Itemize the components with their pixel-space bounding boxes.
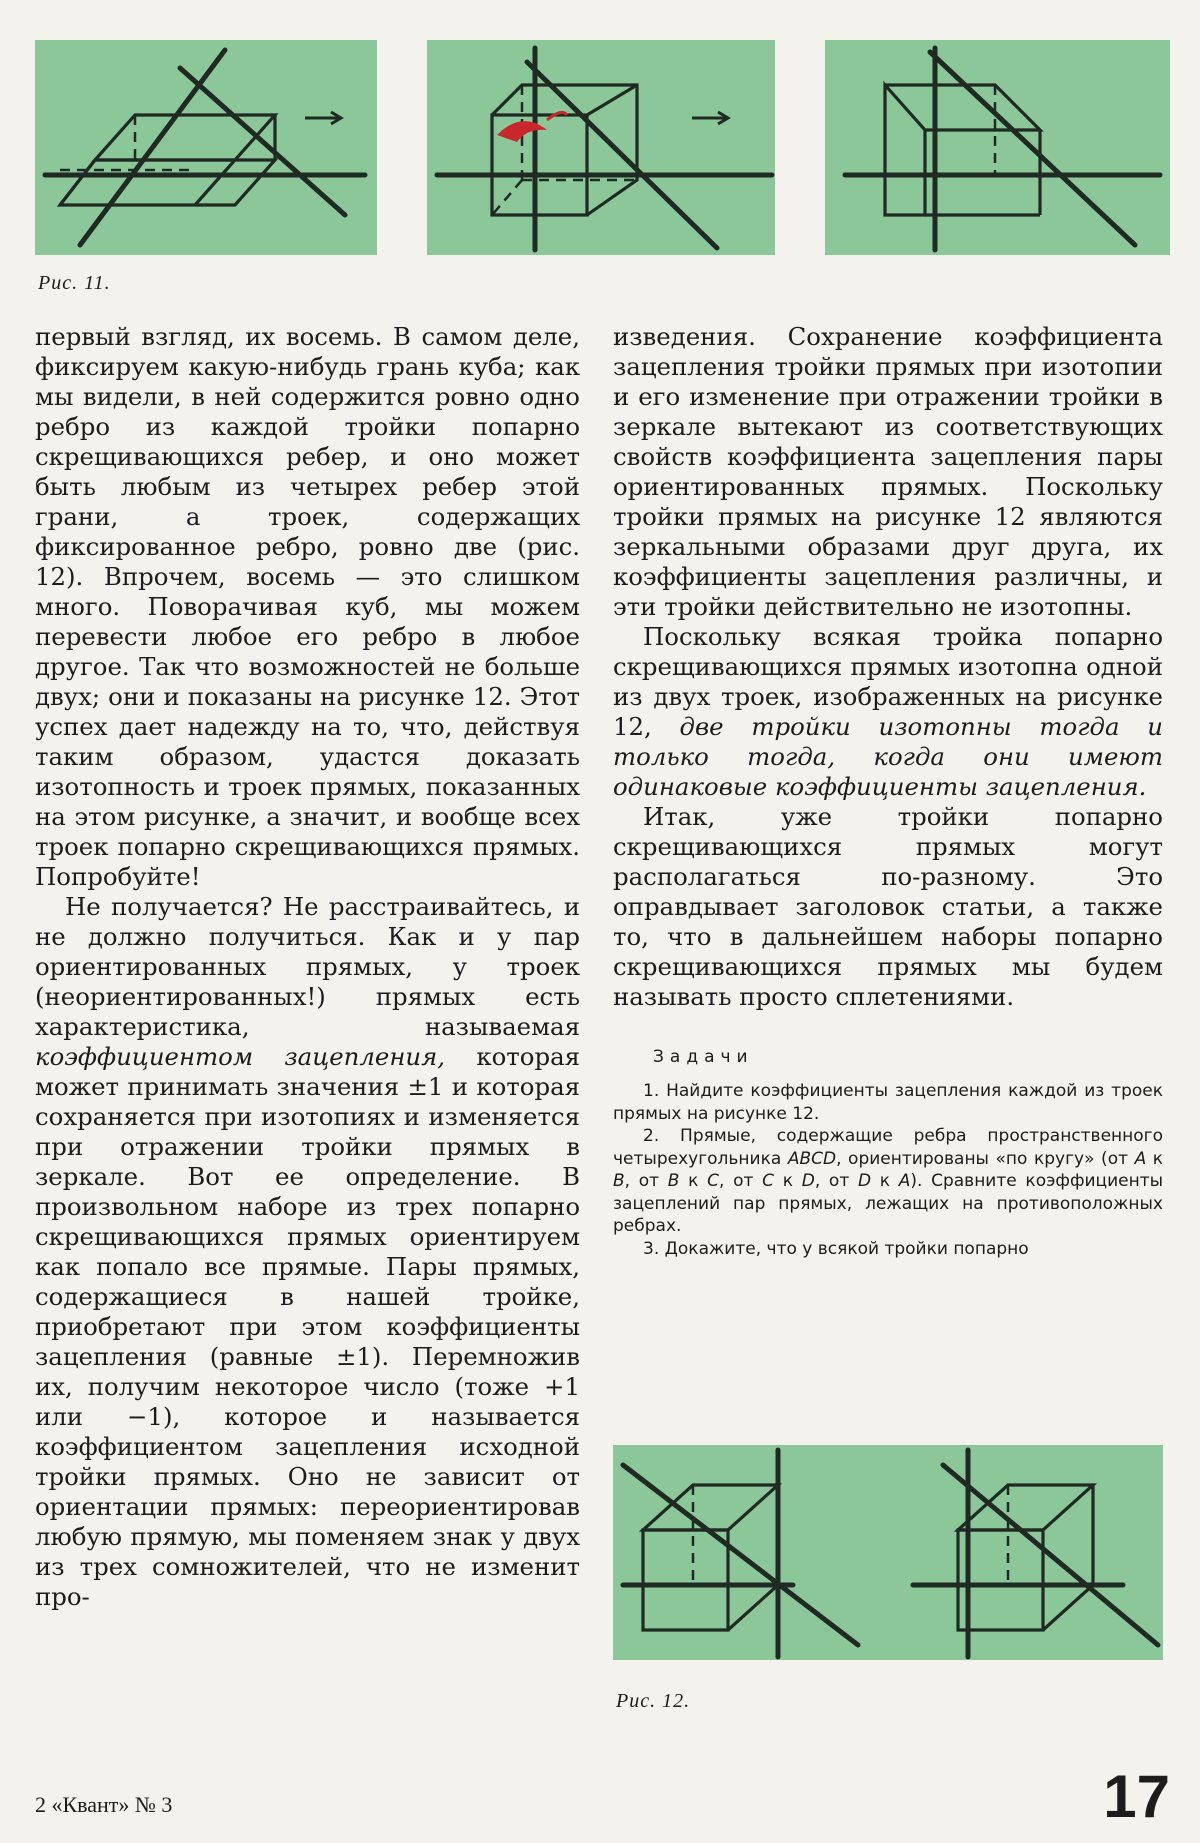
task-2-t5: к (679, 1171, 708, 1191)
task-2-t7: к (774, 1171, 802, 1191)
task-2-d2: D (857, 1171, 872, 1191)
figure-11-panel-1-drawing (35, 40, 377, 255)
task-2-t4: , от (624, 1171, 668, 1191)
left-paragraph-2-text-b: которая может принимать значения ±1 и которая сохраняется при изотопиях и изменяется при отражении тройки прямых в зеркале. Вот ее определение. В произвольном наборе из трех попарно скрещивающихся прямых ориентируем как попало все прямые. Пары прямых, содержащиеся в нашей тройке, приобретают при этом коэффициенты зацепления (равные ±1). Перемножив их, получим некоторое число (тоже +1 или −1), которое и называется коэффициентом зацепления исходной тройки прямых. Оно не зависит от ориентации прямых: переориентировав любую прямую, мы поменяем знак у двух из трех сомножителей, что не изменит про- (35, 1042, 580, 1611)
right-paragraph-2-text-a: Поскольку всякая тройка попарно скрещивающихся прямых изотопна одной из двух троек, изображенных на рисунке 12, (613, 622, 1163, 741)
task-2-d1: D (801, 1171, 815, 1191)
task-2 (613, 1125, 1163, 1238)
term-linking-coefficient: коэффициентом зацепления, (35, 1042, 446, 1071)
figure-12 (613, 1445, 1163, 1660)
task-2-a2: A (898, 1171, 911, 1191)
task-2-c2: C (762, 1171, 775, 1191)
task-1: 1. Найдите коэффициенты зацепления каждой из троек прямых на рисунке 12. (613, 1081, 1163, 1124)
figure-12-drawing (613, 1445, 1163, 1660)
left-column (35, 322, 580, 1612)
task-2-t3: к (1146, 1148, 1164, 1169)
figure-12-caption: Рис. 12. (616, 1690, 691, 1712)
task-2-a1: A (1134, 1148, 1147, 1169)
task-2-t1: 2. Прямые, содержащие ребра пространственного четырехугольника (613, 1126, 1163, 1169)
task-2-t6: , от (719, 1171, 763, 1191)
task-2-b1: B (613, 1171, 625, 1191)
issue-label: 2 «Квант» № 3 (35, 1792, 173, 1817)
figure-11-panel-2 (427, 40, 775, 255)
task-2-abcd: ABCD (787, 1148, 837, 1169)
task-2-t8: , от (814, 1171, 858, 1191)
left-paragraph-2 (35, 892, 580, 1612)
tasks-heading: Задачи (653, 1047, 754, 1067)
figure-11-caption: Рис. 11. (38, 272, 111, 294)
right-paragraph-2 (613, 622, 1163, 802)
task-2-t2: , ориентированы «по кругу» (от (836, 1148, 1135, 1169)
page-number: 17 (1103, 1763, 1170, 1830)
task-3: 3. Докажите, что у всякой тройки попарно (643, 1238, 1029, 1259)
figure-11-panel-3 (825, 40, 1170, 255)
task-2-b2: B (667, 1171, 680, 1191)
task-2-c1: C (707, 1171, 720, 1191)
figure-11-panel-2-drawing (427, 40, 775, 255)
right-paragraph-1: изведения. Сохранение коэффициента зацепления тройки прямых при изотопии и его изменение при отражении тройки в зеркале вытекают из соответствующих свойств коэффициента зацепления пары ориентированных прямых. Поскольку тройки прямых на рисунке 12 являются зеркальными образами друг друга, их коэффициенты зацепления различны, и эти тройки действительно не изотопны. (613, 322, 1163, 621)
task-2-t9: к (871, 1171, 899, 1191)
right-column (613, 322, 1163, 1260)
theorem-statement: две тройки изотопны тогда и только тогда, когда они имеют одинаковые коэффициенты зацепления. (613, 712, 1163, 801)
right-paragraph-3: Итак, уже тройки попарно скрещивающихся прямых могут располагаться по-разному. Это оправдывает заголовок статьи, а также то, что в дальнейшем наборы попарно скрещивающихся прямых мы будем называть просто сплетениями. (613, 802, 1163, 1011)
left-paragraph-1: первый взгляд, их восемь. В самом деле, фиксируем какую-нибудь грань куба; как мы видели, в ней содержится ровно одно ребро из каждой тройки попарно скрещивающихся ребер, и оно может быть любым из четырех ребер этой грани, а троек, содержащих фиксированное ребро, ровно две (рис. 12). Впрочем, восемь — это слишком много. Поворачивая куб, мы можем перевести любое его ребро в любое другое. Так что возможностей не больше двух; они и показаны на рисунке 12. Этот успех дает надежду на то, что, действуя таким образом, удастся доказать изотопность и троек прямых, показанных на этом рисунке, а значит, и вообще всех троек попарно скрещивающихся прямых. Попробуйте! (35, 322, 580, 891)
figure-11-panel-1 (35, 40, 377, 255)
task-2-t10: ). Сравните коэффициенты зацеплений пар прямых, лежащих на противоположных ребрах. (613, 1171, 1164, 1236)
figure-11-panel-3-drawing (825, 40, 1170, 255)
left-paragraph-2-text-a: Не получается? Не расстраивайтесь, и не должно получиться. Как и у пар ориентированных прямых, у троек (неориентированных!) прямых есть характеристика, называемая (35, 892, 580, 1041)
